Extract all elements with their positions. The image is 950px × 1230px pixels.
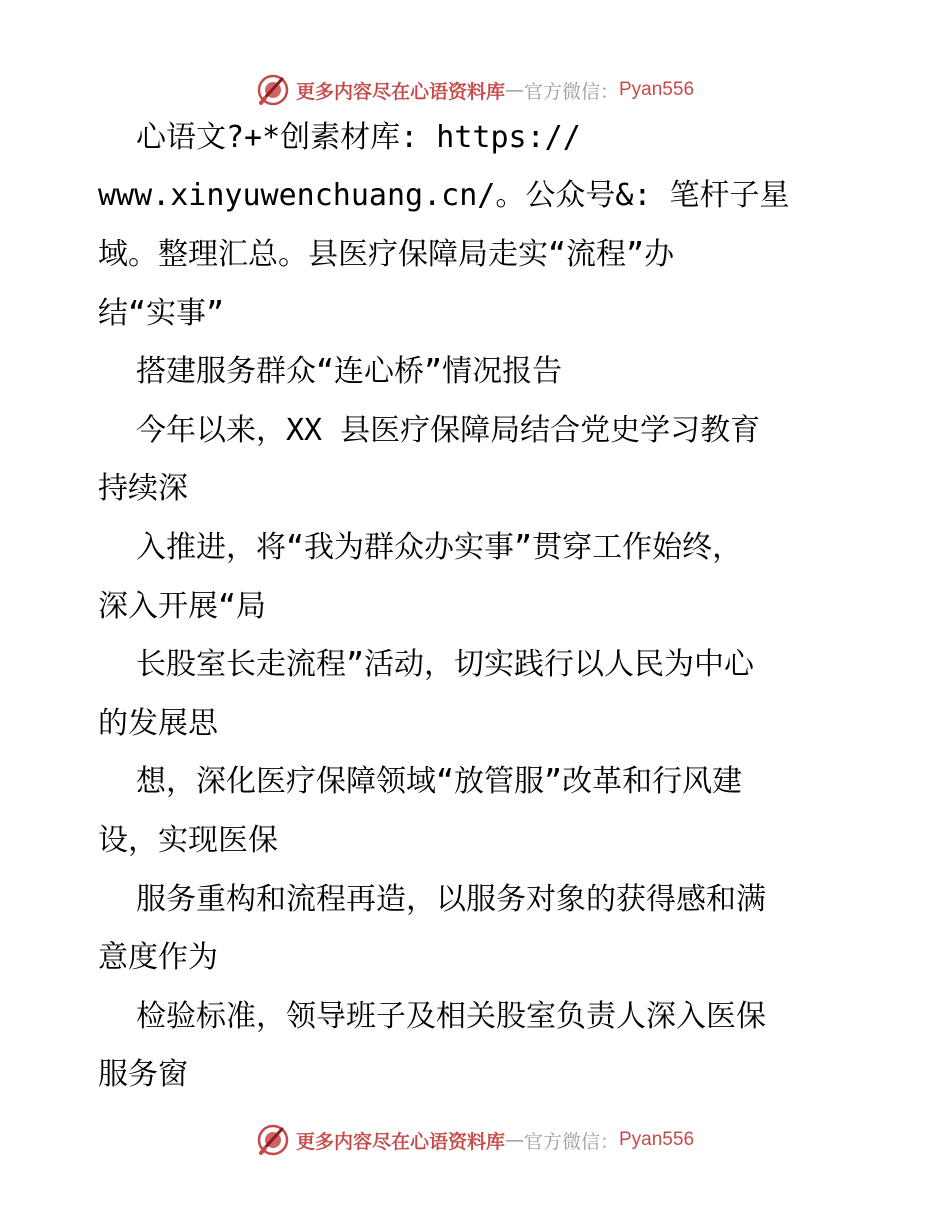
text-line: 今年以来，XX 县医疗保障局结合党史学习教育 (136, 413, 761, 448)
text-line: 设，实现医保 (98, 823, 278, 858)
text-line: 想，深化医疗保障领域“放管服”改革和行风建 (136, 764, 743, 799)
banner-account-id: Pyan556 (619, 1129, 695, 1150)
banner-account-label: 官方微信： (523, 1130, 619, 1153)
brush-logo-icon (256, 1123, 290, 1157)
text-line: 结“实事” (98, 296, 225, 331)
header-banner (0, 70, 950, 110)
text-line: 的发展思 (98, 706, 218, 741)
banner-separator: — (504, 79, 524, 101)
text-line: 服务重构和流程再造，以服务对象的获得感和满 (136, 882, 766, 917)
text-line: 检验标准，领导班子及相关股室负责人深入医保 (136, 999, 766, 1034)
text-line: 搭建服务群众“连心桥”情况报告 (136, 354, 563, 389)
text-line: 服务窗 (98, 1057, 188, 1092)
brush-logo-icon (256, 73, 290, 107)
text-line: 入推进，将“我为群众办实事”贯穿工作始终， (136, 530, 743, 565)
text-line: 长股室长走流程”活动，切实践行以人民为中心 (136, 647, 755, 682)
footer-banner (0, 1120, 950, 1160)
text-line: 深入开展“局 (98, 589, 267, 624)
text-line: www.xinyuwenchuang.cn/。公众号&: 笔杆子星 (98, 178, 790, 213)
banner-title: 更多内容尽在心语资料库 (295, 80, 505, 103)
banner-title: 更多内容尽在心语资料库 (295, 1130, 505, 1153)
text-line: 心语文?+*创素材库: https:// (136, 120, 581, 155)
text-line: 域。整理汇总。县医疗保障局走实“流程”办 (98, 237, 675, 272)
banner-separator: — (504, 1129, 524, 1151)
text-line: 持续深 (98, 471, 188, 506)
banner-account-id: Pyan556 (619, 79, 695, 100)
banner-account-label: 官方微信： (523, 80, 619, 103)
text-line: 意度作为 (98, 940, 218, 975)
